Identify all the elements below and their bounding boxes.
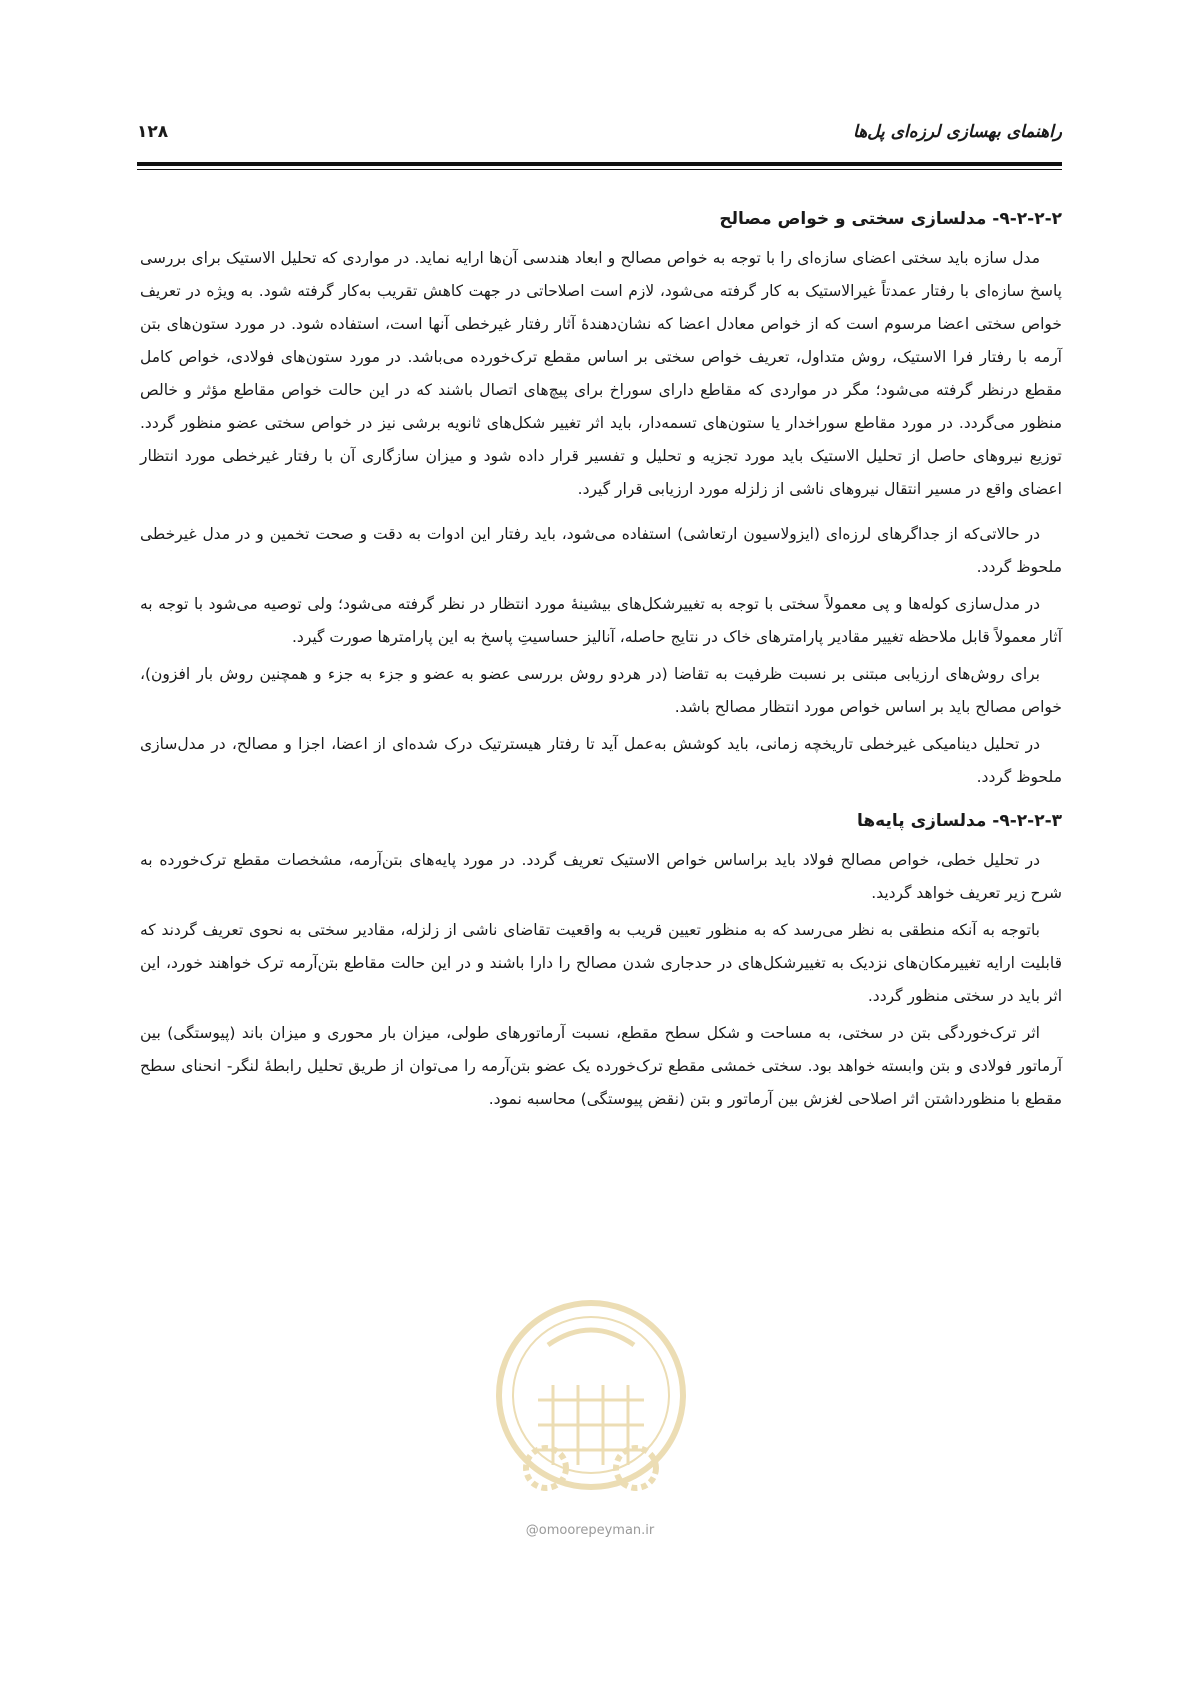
watermark-logo [478,1290,704,1540]
running-title: راهنمای بهسازی لرزه‌ای پل‌ها [853,122,1062,142]
paragraph: در مدل‌سازی کوله‌ها و پی معمولاً سختی با توجه به تغییرشکل‌های بیشینهٔ مورد انتظار در نظر گرفته می‌شود؛ ولی توصیه می‌شود با توجه به آثار معمولاً قابل ملاحظه تغییر مقادیر پارامترهای خاک در نتایج حاصله، آنالیز حساسیتِ پاسخ به این پارامترها صورت گیرد. [140,595,1062,646]
header-rule [137,162,1062,166]
page-header [137,118,1062,152]
paragraph: مدل سازه باید سختی اعضای سازه‌ای را با توجه به خواص مصالح و ابعاد هندسی آن‌ها ارایه نماید. در مواردی که تحلیل الاستیک برای بررسی پاسخ سازه‌ای با رفتار عمدتاً غیرالاستیک به کار گرفته می‌شود، لازم است اصلاحاتی در جهت کاهش تقریب به‌کار گرفته شود. به ویژه در تعریف خواص سختی اعضا مرسوم است که از خواص معادل اعضا که نشان‌دهندهٔ آثار رفتار غیرخطی آنها است، استفاده شود. در مورد ستون‌های بتن آرمه با رفتار فرا الاستیک، روش متداول، تعریف خواص سختی بر اساس مقطع ترک‌خورده می‌باشد. در مورد ستون‌های فولادی، خواص کامل مقطع درنظر گرفته می‌شود؛ مگر در مواردی که مقاطع دارای سوراخ برای پیچ‌های اتصال باشند که در این حالت خواص مقاطع مؤثر و خالص منظور می‌گردد. در مورد مقاطع سوراخدار یا ستون‌های تسمه‌دار، باید اثر تغییر شکل‌های ثانویه برشی نیز در خواص سختی عضو منظور گردد. توزیع نیروهای حاصل از تحلیل الاستیک باید مورد تجزیه و تحلیل و تفسیر قرار داده شود و میزان سازگاری آن با رفتار غیرخطی مورد انتظار اعضای واقع در مسیر انتقال نیروهای ناشی از زلزله مورد ارزیابی قرار گیرد. [140,249,1062,498]
paragraph: باتوجه به آنکه منطقی به نظر می‌رسد که به منظور تعیین قریب به واقعیت تقاضای ناشی از زلزله، مقادیر سختی به نحوی تعریف گردند که قابلیت ارایه تغییرمکان‌های نزدیک به تغییرشکل‌های در حدجاری شدن مصالح را دارا باشند و در این حالت مقاطع بتن‌آرمه ترک خواهند خورد، این اثر باید در سختی منظور گردد. [140,921,1062,1005]
section-heading: ۹-۲-۲-۲- مدلسازی سختی و خواص مصالح [719,209,1062,229]
paragraph: برای روش‌های ارزیابی مبتنی بر نسبت ظرفیت به تقاضا (در هردو روش بررسی عضو به عضو و جزء به جزء و همچنین روش بار افزون)، خواص مصالح باید بر اساس خواص مورد انتظار مصالح باشد. [140,665,1062,716]
section-heading: ۹-۲-۲-۳- مدلسازی پایه‌ها [857,811,1062,831]
header-rule-thin [137,169,1062,170]
paragraph: در تحلیل دینامیکی غیرخطی تاریخچه زمانی، باید کوشش به‌عمل آید تا رفتار هیسترتیک درک شده‌ای از اعضا، اجزا و مصالح، در مدل‌سازی ملحوظ گردد. [140,735,1062,786]
paragraph: در حالاتی‌که از جداگرهای لرزه‌ای (ایزولاسیون ارتعاشی) استفاده می‌شود، باید رفتار این ادوات به دقت و صحت تخمین و در مدل غیرخطی ملحوظ گردد. [140,525,1062,576]
watermark-url: @omoorepeyman.ir [525,1523,655,1538]
page-body [140,204,1062,1128]
section-pier-modeling [140,806,1062,1116]
page-number: ۱۲۸ [137,122,169,142]
section-stiffness-modeling [140,204,1062,794]
paragraph: اثر ترک‌خوردگی بتن در سختی، به مساحت و شکل سطح مقطع، نسبت آرماتورهای طولی، میزان بار محوری و میزان باند (پیوستگی) بین آرماتور فولادی و بتن وابسته خواهد بود. سختی خمشی مقطع ترک‌خورده یک عضو بتن‌آرمه را می‌توان از طریق تحلیل رابطهٔ لنگر- انحنای سطح مقطع با منظورداشتن اثر اصلاحی لغزش بین آرماتور و بتن (نقض پیوستگی) محاسبه نمود. [140,1024,1062,1108]
paragraph: در تحلیل خطی، خواص مصالح فولاد باید براساس خواص الاستیک تعریف گردد. در مورد پایه‌های بتن‌آرمه، مشخصات مقطع ترک‌خورده به شرح زیر تعریف خواهد گردید. [140,851,1062,902]
